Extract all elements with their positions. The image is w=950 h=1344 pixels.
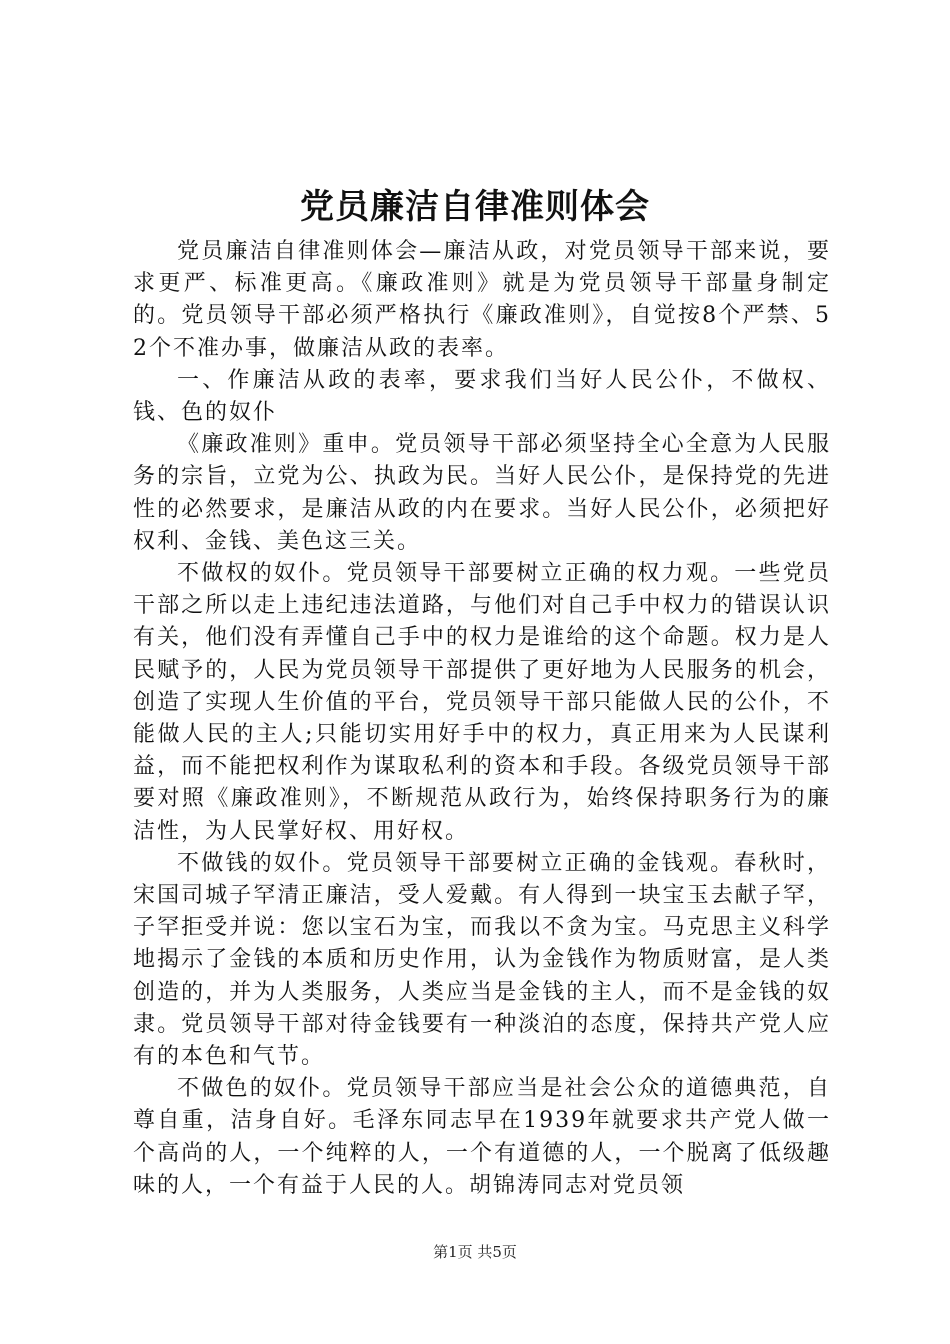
section-heading-1: 一、作廉洁从政的表率，要求我们当好人民公仆，不做权、钱、色的奴仆	[133, 367, 831, 426]
document-title: 党员廉洁自律准则体会	[300, 187, 650, 227]
paragraph-money: 不做钱的奴仆。党员领导干部要树立正确的金钱观。春秋时，宋国司城子罕清正廉洁，受人爱戴。有人得到一块宝玉去献子罕，子罕拒受并说：您以宝石为宝，而我以不贪为宝。马克思主义科学地揭示了金钱的本质和历史作用，认为金钱作为物质财富，是人类创造的，并为人类服务，人类应当是金钱的主人，而不是金钱的奴隶。党员领导干部对待金钱要有一种淡泊的态度，保持共产党人应有的本色和气节。	[133, 850, 831, 1070]
paragraph-public-servant: 《廉政准则》重申。党员领导干部必须坚持全心全意为人民服务的宗旨，立党为公、执政为民。当好人民公仆，是保持党的先进性的必然要求，是廉洁从政的内在要求。当好人民公仆，必须把好权利、金钱、美色这三关。	[133, 432, 831, 554]
page-number-footer: 第1页 共5页	[433, 1243, 517, 1261]
paragraph-power: 不做权的奴仆。党员领导干部要树立正确的权力观。一些党员干部之所以走上违纪违法道路，与他们对自己手中权力的错误认识有关，他们没有弄懂自己手中的权力是谁给的这个命题。权力是人民赋予的，人民为党员领导干部提供了更好地为人民服务的机会，创造了实现人生价值的平台，党员领导干部只能做人民的公仆，不能做人民的主人;只能切实用好手中的权力，真正用来为人民谋利益，而不能把权利作为谋取私利的资本和手段。各级党员领导干部要对照《廉政准则》，不断规范从政行为，始终保持职务行为的廉洁性，为人民掌好权、用好权。	[133, 561, 831, 844]
paragraph-lust: 不做色的奴仆。党员领导干部应当是社会公众的道德典范，自尊自重，洁身自好。毛泽东同志早在1939年就要求共产党人做一个高尚的人，一个纯粹的人，一个有道德的人，一个脱离了低级趣味的人，一个有益于人民的人。胡锦涛同志对党员领	[133, 1076, 831, 1198]
document-body	[133, 236, 831, 1202]
intro-paragraph: 党员廉洁自律准则体会—廉洁从政，对党员领导干部来说，要求更严、标准更高。《廉政准则》就是为党员领导干部量身制定的。党员领导干部必须严格执行《廉政准则》，自觉按8个严禁、52个不准办事，做廉洁从政的表率。	[133, 239, 831, 361]
